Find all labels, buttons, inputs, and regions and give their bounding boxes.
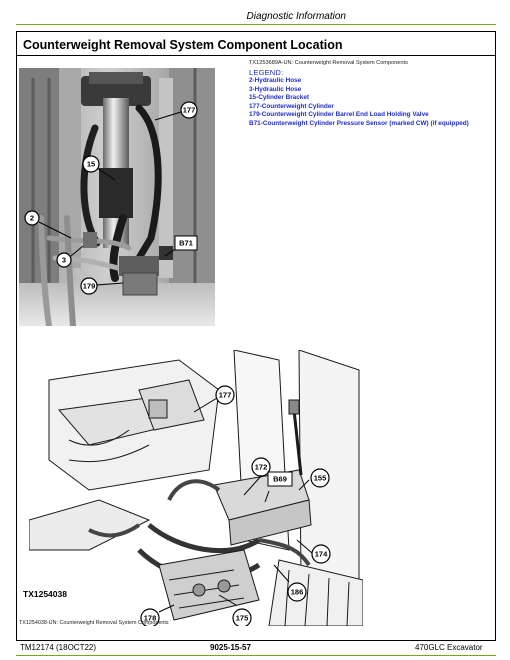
svg-text:3: 3 bbox=[61, 255, 67, 265]
legend-heading: LEGEND: bbox=[249, 68, 284, 77]
drawing-caption: TX1254038-UN: Counterweight Removal System Components bbox=[19, 620, 169, 626]
legend-item: 2-Hydraulic Hose bbox=[249, 77, 302, 84]
legend bbox=[249, 60, 489, 128]
svg-text:175: 175 bbox=[235, 613, 249, 623]
footer-doc-id: TM12174 (18OCT22) bbox=[20, 643, 97, 652]
page-header bbox=[16, 8, 496, 25]
svg-text:177: 177 bbox=[218, 390, 232, 400]
drawing-id: TX1254038 bbox=[23, 589, 67, 599]
svg-text:174: 174 bbox=[314, 549, 328, 559]
header-title: Diagnostic Information bbox=[246, 11, 346, 22]
svg-text:155: 155 bbox=[313, 473, 327, 483]
component-drawing bbox=[29, 350, 363, 626]
svg-text:15: 15 bbox=[86, 159, 96, 169]
legend-item: 177-Counterweight Cylinder bbox=[249, 102, 334, 110]
legend-reference: TX1253689A-UN: Counterweight Removal System Components bbox=[249, 60, 408, 66]
svg-text:186: 186 bbox=[290, 587, 304, 597]
legend-item: B71-Counterweight Cylinder Pressure Sensor (marked CW) (if equipped) bbox=[249, 119, 469, 127]
svg-text:179: 179 bbox=[82, 281, 96, 291]
footer-rule bbox=[16, 655, 496, 656]
footer-model: 470GLC Excavator bbox=[415, 643, 483, 652]
svg-text:172: 172 bbox=[254, 462, 268, 472]
svg-text:2: 2 bbox=[29, 213, 35, 223]
legend-item: 3-Hydraulic Hose bbox=[249, 85, 302, 93]
footer-page-number: 9025-15-57 bbox=[210, 643, 251, 652]
section-divider bbox=[17, 55, 495, 56]
svg-text:B69: B69 bbox=[273, 474, 287, 484]
section-title: Counterweight Removal System Component Location bbox=[23, 38, 343, 52]
legend-item: 179-Counterweight Cylinder Barrel End Load Holding Valve bbox=[249, 111, 429, 118]
content-frame bbox=[16, 31, 496, 641]
svg-text:B71: B71 bbox=[179, 238, 193, 248]
component-photo bbox=[19, 68, 215, 326]
svg-text:178: 178 bbox=[143, 613, 157, 623]
svg-text:177: 177 bbox=[182, 105, 196, 115]
legend-item: 15-Cylinder Bracket bbox=[249, 94, 310, 101]
